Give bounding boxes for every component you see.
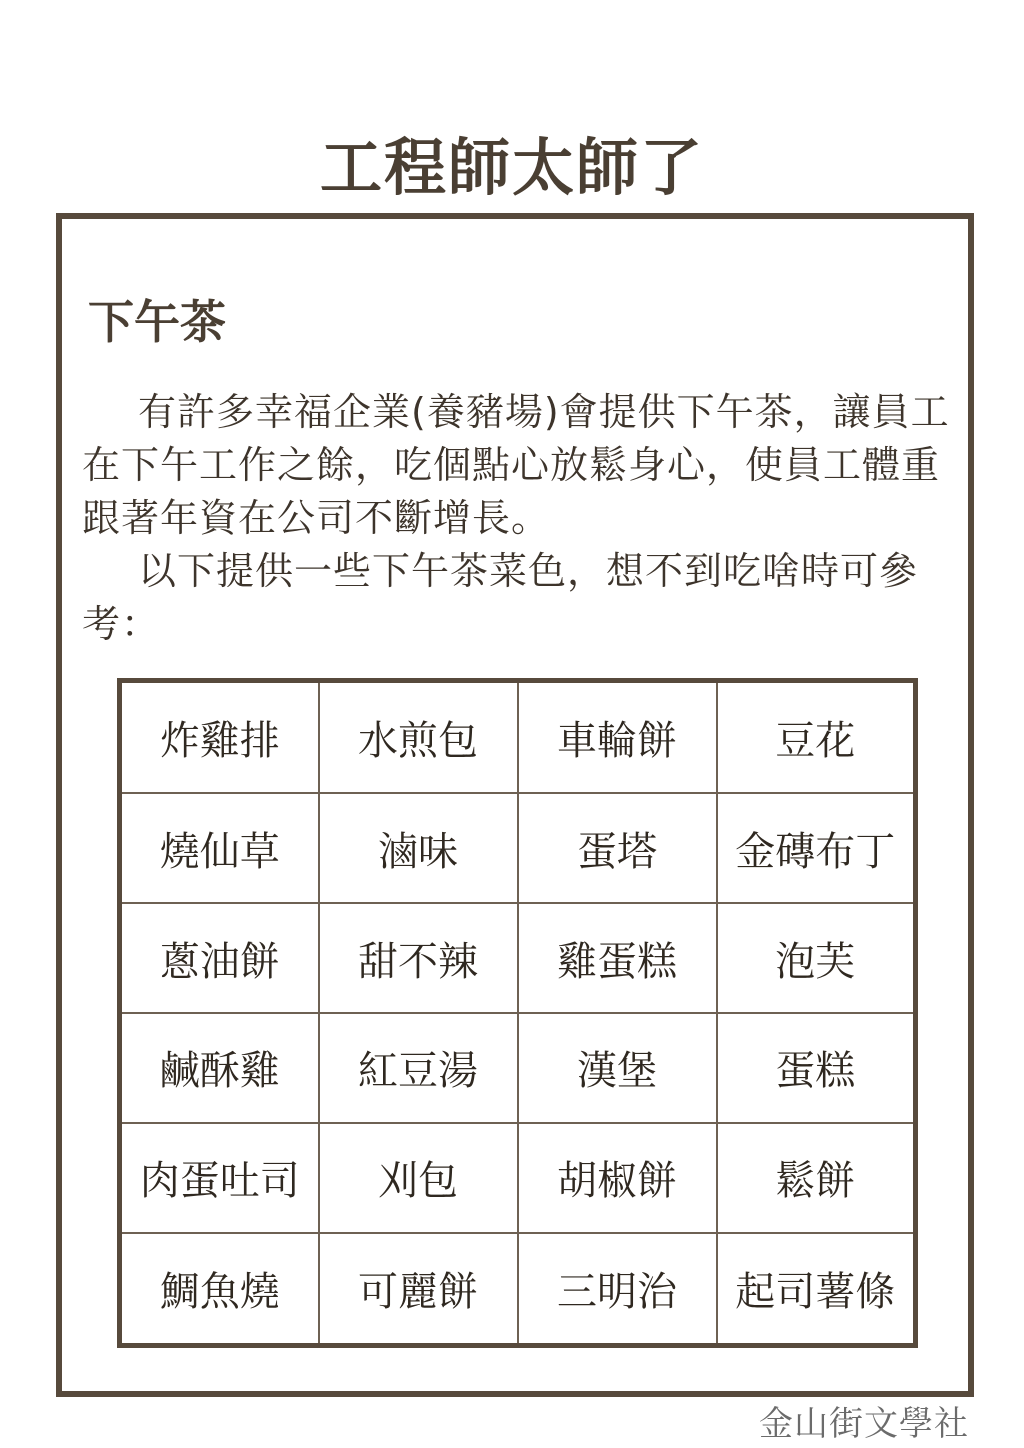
menu-item: 車輪餅 [518, 681, 717, 794]
menu-item: 滷味 [319, 793, 518, 903]
menu-item: 漢堡 [518, 1013, 717, 1123]
menu-item: 可麗餅 [319, 1233, 518, 1346]
menu-item: 三明治 [518, 1233, 717, 1346]
menu-item: 胡椒餅 [518, 1123, 717, 1233]
menu-item: 燒仙草 [120, 793, 319, 903]
menu-item: 鯛魚燒 [120, 1233, 319, 1346]
table-row [120, 1233, 916, 1346]
menu-item: 起司薯條 [717, 1233, 916, 1346]
table-row [120, 903, 916, 1013]
menu-item: 水煎包 [319, 681, 518, 794]
menu-item: 泡芙 [717, 903, 916, 1013]
menu-item: 蛋塔 [518, 793, 717, 903]
menu-table [117, 678, 918, 1348]
intro-paragraph [82, 386, 962, 545]
table-row [120, 681, 916, 794]
menu-item: 蔥油餅 [120, 903, 319, 1013]
page-title: 工程師太師了 [319, 131, 704, 204]
menu-item: 炸雞排 [120, 681, 319, 794]
menu-item: 肉蛋吐司 [120, 1123, 319, 1233]
reference-paragraph-text: 以下提供一些下午茶菜色，想不到吃啥時可參考： [82, 549, 919, 646]
menu-item: 紅豆湯 [319, 1013, 518, 1123]
menu-item: 鹹酥雞 [120, 1013, 319, 1123]
reference-paragraph [82, 545, 962, 651]
menu-item: 刈包 [319, 1123, 518, 1233]
table-row [120, 793, 916, 903]
menu-item: 鬆餅 [717, 1123, 916, 1233]
table-row [120, 1013, 916, 1123]
menu-item: 豆花 [717, 681, 916, 794]
menu-item: 甜不辣 [319, 903, 518, 1013]
intro-paragraph-text: 有許多幸福企業(養豬場)會提供下午茶，讓員工在下午工作之餘，吃個點心放鬆身心，使員工體重跟著年資在公司不斷增長。 [82, 390, 950, 540]
menu-item: 金磚布丁 [717, 793, 916, 903]
menu-item: 雞蛋糕 [518, 903, 717, 1013]
section-heading: 下午茶 [88, 295, 226, 349]
table-row [120, 1123, 916, 1233]
publisher-credit: 金山街文學社 [759, 1404, 969, 1444]
menu-item: 蛋糕 [717, 1013, 916, 1123]
